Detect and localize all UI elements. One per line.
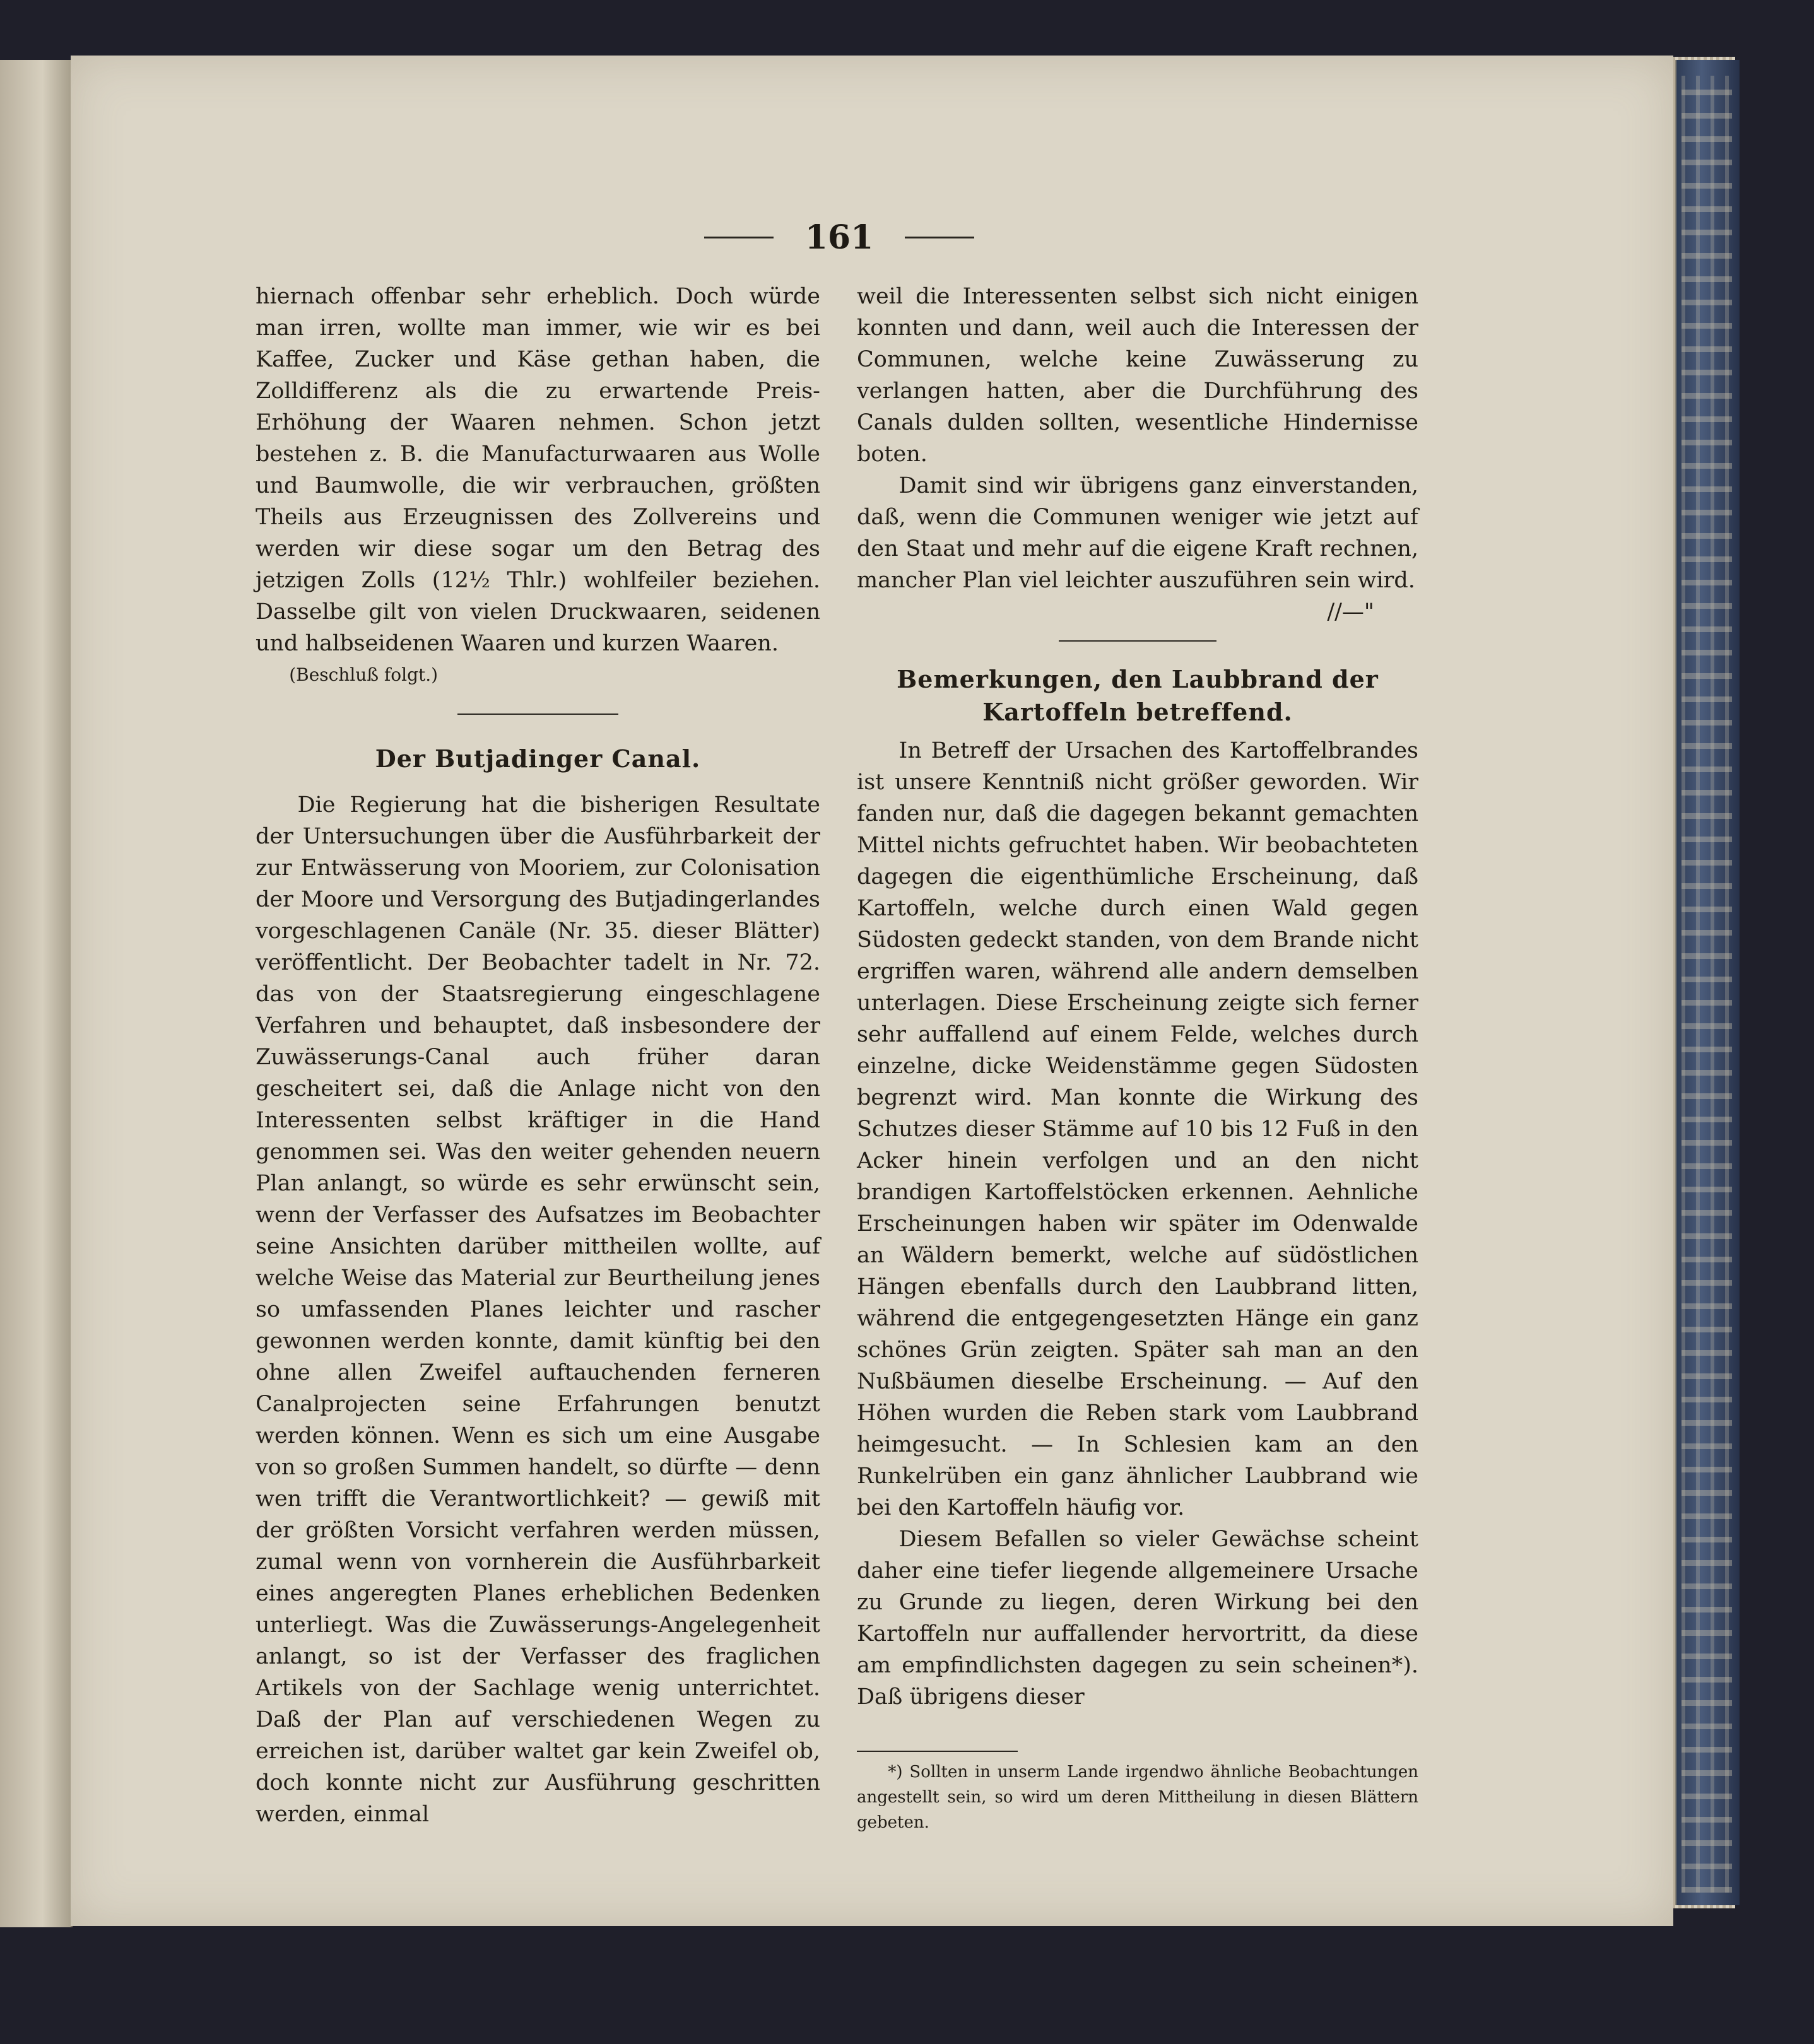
cover-texture — [1681, 76, 1732, 1893]
header-dash-right — [905, 237, 974, 238]
left-paragraph-1: hiernach offenbar sehr erheblich. Doch würde man irren, wollte man immer, wie wir es bei Kaffee, Zucker und Käse gethan haben, die Zolldifferenz als die zu erwartende Preis-Erhöhung der Waaren nehmen. Schon jetzt bestehen z. B. die Manufacturwaaren aus Wolle und Baumwolle, die wir verbrauchen, größten Theils aus Erzeugnissen des Zollvereins und werden wir diese sogar um den Betrag des jetzigen Zolls (12½ Thlr.) wohlfeiler beziehen. Dasselbe gilt von vielen Druckwaaren, seidenen und halbseidenen Waaren und kurzen Waaren. — [256, 284, 820, 656]
continued-note: (Beschluß folgt.) — [289, 664, 439, 685]
left-column — [256, 281, 820, 1830]
article-heading-line-2: Kartoffeln betreffend. — [982, 698, 1293, 726]
section-rule-right — [1059, 640, 1216, 642]
author-signature: //—" — [1327, 599, 1374, 625]
header-dash-left — [704, 237, 774, 238]
page-header — [675, 212, 1003, 262]
right-paragraph-3: In Betreff der Ursachen des Kartoffelbrandes ist unsere Kenntniß nicht größer geworden. Wir fanden nur, daß die dagegen bekannt gemachten Mittel nichts gefruchtet haben. Wir beobachteten dagegen die eigenthümliche Erscheinung, daß Kartoffeln, welche durch einen Wald gegen Südosten gedeckt standen, von dem Brande nicht ergriffen waren, während alle andern demselben unterlagen. Diese Erscheinung zeigte sich ferner sehr auffallend auf einem Felde, welches durch einzelne, dicke Weidenstämme gegen Südosten begrenzt wird. Man konnte die Wirkung des Schutzes dieser Stämme auf 10 bis 12 Fuß in den Acker hinein verfolgen und an den nicht brandigen Kartoffelstöcken erkennen. Aehnliche Erscheinungen haben wir später im Odenwalde an Wäldern bemerkt, welche auf südöstlichen Hängen ebenfalls durch den Laubbrand litten, während die entgegengesetzten Hänge ein ganz schönes Grün zeigten. Später sah man an den Nußbäumen dieselbe Erscheinung. — Auf den Höhen wurden die Reben stark vom Laubbrand heimgesucht. — In Schlesien kam an den Runkelrüben ein ganz ähnlicher Laubbrand wie bei den Kartoffeln häufig vor. — [857, 738, 1418, 1520]
article-heading-line-1: Bemerkungen, den Laubbrand der — [897, 665, 1379, 693]
right-paragraph-1: weil die Interessenten selbst sich nicht einigen konnten und dann, weil auch die Interessen der Communen, welche keine Zuwässerung zu verlangen hatten, aber die Durchführung des Canals dulden sollten, wesentliche Hindernisse boten. — [857, 284, 1418, 467]
footnote-rule — [857, 1751, 1018, 1752]
right-paragraph-2: Damit sind wir übrigens ganz einverstanden, daß, wenn die Communen weniger wie jetzt auf den Staat und mehr auf die eigene Kraft rechnen, mancher Plan viel leichter auszuführen sein wird. — [857, 473, 1418, 593]
left-paragraph-2: Die Regierung hat die bisherigen Resultate der Untersuchungen über die Ausführbarkeit der zur Entwässerung von Mooriem, zur Colonisation der Moore und Versorgung des Butjadingerlandes vorgeschlagenen Canäle (Nr. 35. dieser Blätter) veröffentlicht. Der Beobachter tadelt in Nr. 72. das von der Staatsregierung eingeschlagene Verfahren und behauptet, daß insbesondere der Zuwässerungs-Canal auch früher daran gescheitert sei, daß die Anlage nicht von den Interessenten selbst kräftiger in die Hand genommen sei. Was den weiter gehenden neuern Plan anlangt, so würde es sehr erwünscht sein, wenn der Verfasser des Aufsatzes im Beobachter seine Ansichten darüber mittheilen wollte, auf welche Weise das Material zur Beurtheilung jenes so umfassenden Planes leichter und rascher gewonnen werden konnte, damit künftig bei den ohne allen Zweifel auftauchenden ferneren Canalprojecten seine Erfahrungen benutzt werden können. Wenn es sich um eine Ausgabe von so großen Summen handelt, so dürfte — denn wen trifft die Verantwortlichkeit? — gewiß mit der größten Vorsicht verfahren werden müssen, zumal wenn von vornherein die Ausführbarkeit eines angeregten Planes erheblichen Bedenken unterliegt. Was die Zuwässerungs-Angelegenheit anlangt, so ist der Verfasser des fraglichen Artikels von der Sachlage wenig unterrichtet. Daß der Plan auf verschiedenen Wegen zu erreichen ist, darüber waltet gar kein Zweifel ob, doch konnte nicht zur Ausführung geschritten werden, einmal — [256, 792, 820, 1827]
article-heading-canal: Der Butjadinger Canal. — [375, 744, 701, 773]
facing-page-edge — [0, 60, 73, 1927]
section-rule-left — [457, 714, 618, 715]
right-column — [857, 281, 1418, 1835]
page-number: 161 — [804, 218, 874, 257]
footnote: *) Sollten in unserm Lande irgendwo ähnliche Beobachtungen angestellt sein, so wird um deren Mittheilung in diesen Blättern gebeten. — [857, 1763, 1418, 1832]
right-paragraph-4: Diesem Befallen so vieler Gewächse scheint daher eine tiefer liegende allgemeinere Ursache zu Grunde zu liegen, deren Wirkung bei den Kartoffeln nur auffallender hervortritt, da diese am empfindlichsten dagegen zu sein scheinen*). Daß übrigens dieser — [857, 1527, 1418, 1710]
